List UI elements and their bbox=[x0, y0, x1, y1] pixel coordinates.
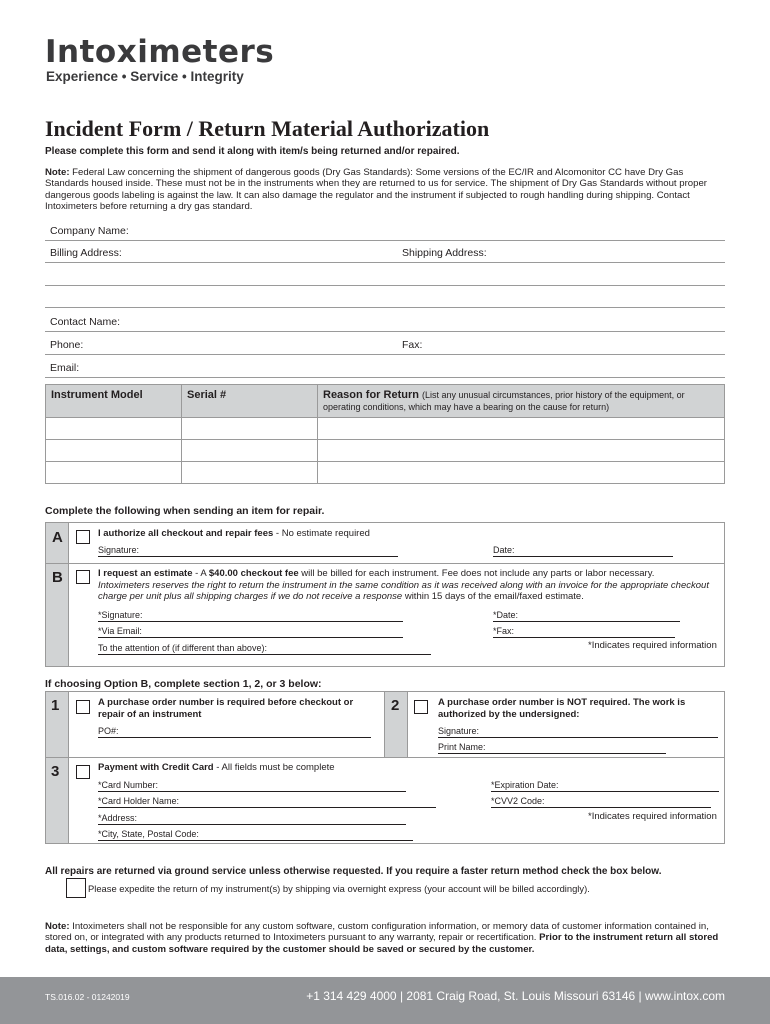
option-b-box bbox=[45, 563, 725, 667]
option-b-attention-line[interactable]: To the attention of (if different than above): bbox=[98, 643, 431, 655]
option-a-signature-line[interactable]: Signature: bbox=[98, 545, 398, 557]
billing-address-label: Billing Address: bbox=[50, 247, 122, 259]
note-text: Federal Law concerning the shipment of dangerous goods (Dry Gas Standards): Some versions of the EC/IR and Alcomonitor CC have Dry Gas Standards housed inside. These must not be in the instruments when they are returned to us for service. The shipment of Dry Gas Standards without proper dangerous goods labeling is against the law. It can also damage the regulator and the instrument if subjected to rough handling during shipping. Contact Intoximeters before returning a dry gas standard. bbox=[45, 167, 707, 213]
table-row[interactable] bbox=[46, 440, 725, 462]
col-reason bbox=[318, 385, 725, 418]
contact-name-label: Contact Name: bbox=[50, 316, 121, 328]
section-3-title: Payment with Credit Card - All fields must be complete bbox=[98, 762, 335, 773]
section-1-num: 1 bbox=[51, 697, 60, 714]
section-1-checkbox[interactable] bbox=[76, 700, 90, 714]
section-1-2-box bbox=[45, 691, 725, 758]
shipping-address-label: Shipping Address: bbox=[402, 247, 487, 259]
section-3-box bbox=[45, 757, 725, 844]
repair-heading: Complete the following when sending an item for repair. bbox=[45, 505, 325, 517]
shipping-heading: All repairs are returned via ground service unless otherwise requested. If you require a faster return method check the box below. bbox=[45, 866, 662, 877]
phone-fax-row[interactable] bbox=[45, 335, 725, 355]
fax-label: Fax: bbox=[402, 339, 423, 351]
address-line-2[interactable] bbox=[45, 266, 725, 286]
card-holder-line[interactable]: *Card Holder Name: bbox=[98, 796, 436, 808]
form-title: Incident Form / Return Material Authorization bbox=[45, 116, 490, 141]
col-instrument-model: Instrument Model bbox=[46, 385, 182, 418]
section-2-signature-line[interactable]: Signature: bbox=[438, 726, 718, 738]
section-2-checkbox[interactable] bbox=[414, 700, 428, 714]
expedite-label: Please expedite the return of my instrument(s) by shipping via overnight express (your account will be billed accordingly). bbox=[88, 883, 590, 894]
form-code: TS.016.02 - 01242019 bbox=[45, 992, 130, 1002]
contact-name-field[interactable] bbox=[45, 312, 725, 332]
option-b-date-line[interactable]: *Date: bbox=[493, 610, 680, 622]
section-1-title: A purchase order number is required before checkout or repair of an instrument bbox=[98, 697, 354, 720]
company-name-label: Company Name: bbox=[50, 225, 129, 237]
dry-gas-note bbox=[45, 167, 725, 213]
option-b-checkbox[interactable] bbox=[76, 570, 90, 584]
instrument-table-header bbox=[46, 385, 725, 418]
email-field[interactable] bbox=[45, 358, 725, 378]
expiration-date-line[interactable]: *Expiration Date: bbox=[491, 780, 719, 792]
table-row[interactable] bbox=[46, 462, 725, 484]
note-label: Note: bbox=[45, 167, 70, 178]
intoximeters-logo: Intoximeters bbox=[45, 34, 275, 70]
city-state-line[interactable]: *City, State, Postal Code: bbox=[98, 829, 413, 841]
address-row[interactable] bbox=[45, 243, 725, 263]
phone-label: Phone: bbox=[50, 339, 84, 351]
option-b-email-line[interactable]: *Via Email: bbox=[98, 626, 403, 638]
option-b-signature-line[interactable]: *Signature: bbox=[98, 610, 403, 622]
po-number-line[interactable]: PO#: bbox=[98, 726, 371, 738]
option-a-date-line[interactable]: Date: bbox=[493, 545, 673, 557]
cvv-code-line[interactable]: *CVV2 Code: bbox=[491, 796, 711, 808]
section-3-required-note: *Indicates required information bbox=[588, 811, 717, 822]
option-a-letter: A bbox=[52, 529, 63, 546]
option-b-fax-line[interactable]: *Fax: bbox=[493, 626, 675, 638]
email-label: Email: bbox=[50, 362, 80, 374]
section-2-print-name-line[interactable]: Print Name: bbox=[438, 742, 666, 754]
col-reason-sub: (List any unusual circumstances, prior history of the equipment, or operating conditions, which may have a bearing on the cause for return) bbox=[323, 390, 685, 412]
section-3-checkbox[interactable] bbox=[76, 765, 90, 779]
option-b-sections-heading: If choosing Option B, complete section 1, 2, or 3 below: bbox=[45, 678, 322, 690]
table-row[interactable] bbox=[46, 418, 725, 440]
option-a-checkbox[interactable] bbox=[76, 530, 90, 544]
card-number-line[interactable]: *Card Number: bbox=[98, 780, 406, 792]
tagline: Experience • Service • Integrity bbox=[46, 69, 244, 84]
footer-bar bbox=[0, 977, 770, 1024]
expedite-checkbox[interactable] bbox=[66, 878, 86, 898]
section-3-num: 3 bbox=[51, 763, 60, 780]
company-name-field[interactable] bbox=[45, 221, 725, 241]
footer-contact: +1 314 429 4000 | 2081 Craig Road, St. Louis Missouri 63146 | www.intox.com bbox=[306, 989, 725, 1003]
instrument-table bbox=[45, 384, 725, 484]
address-line[interactable]: *Address: bbox=[98, 813, 406, 825]
option-a-box bbox=[45, 522, 725, 564]
col-serial: Serial # bbox=[182, 385, 318, 418]
option-b-text: I request an estimate - A $40.00 checkout fee will be billed for each instrument. Fee does not include any parts or labor necessary. Intoximeters reserves the right to return the instrument in the same condition as it was received along with an invoice for the appropriate checkout charge per unit plus all shipping charges if we do not receive a response within 15 days of the email/faxed estimate. bbox=[98, 568, 709, 602]
final-note: Note: Intoximeters shall not be responsible for any custom software, custom configuration information, or memory data of customer information contained in, stored on, or integrated with any products returned to Intoximeters pursuant to any warranty, repair or recertification. Prior to the instrument return all stored data, settings, and custom software required by the customer should be saved or secured by the customer. bbox=[45, 921, 719, 955]
section-2-num: 2 bbox=[391, 697, 400, 714]
col-reason-label: Reason for Return bbox=[323, 389, 419, 401]
option-a-title: I authorize all checkout and repair fees - No estimate required bbox=[98, 528, 370, 539]
option-b-required-note: *Indicates required information bbox=[588, 640, 717, 651]
section-2-title: A purchase order number is NOT required. The work is authorized by the undersigned: bbox=[438, 697, 686, 720]
address-line-3[interactable] bbox=[45, 288, 725, 308]
instructions: Please complete this form and send it along with item/s being returned and/or repaired. bbox=[45, 146, 460, 157]
option-b-letter: B bbox=[52, 569, 63, 586]
